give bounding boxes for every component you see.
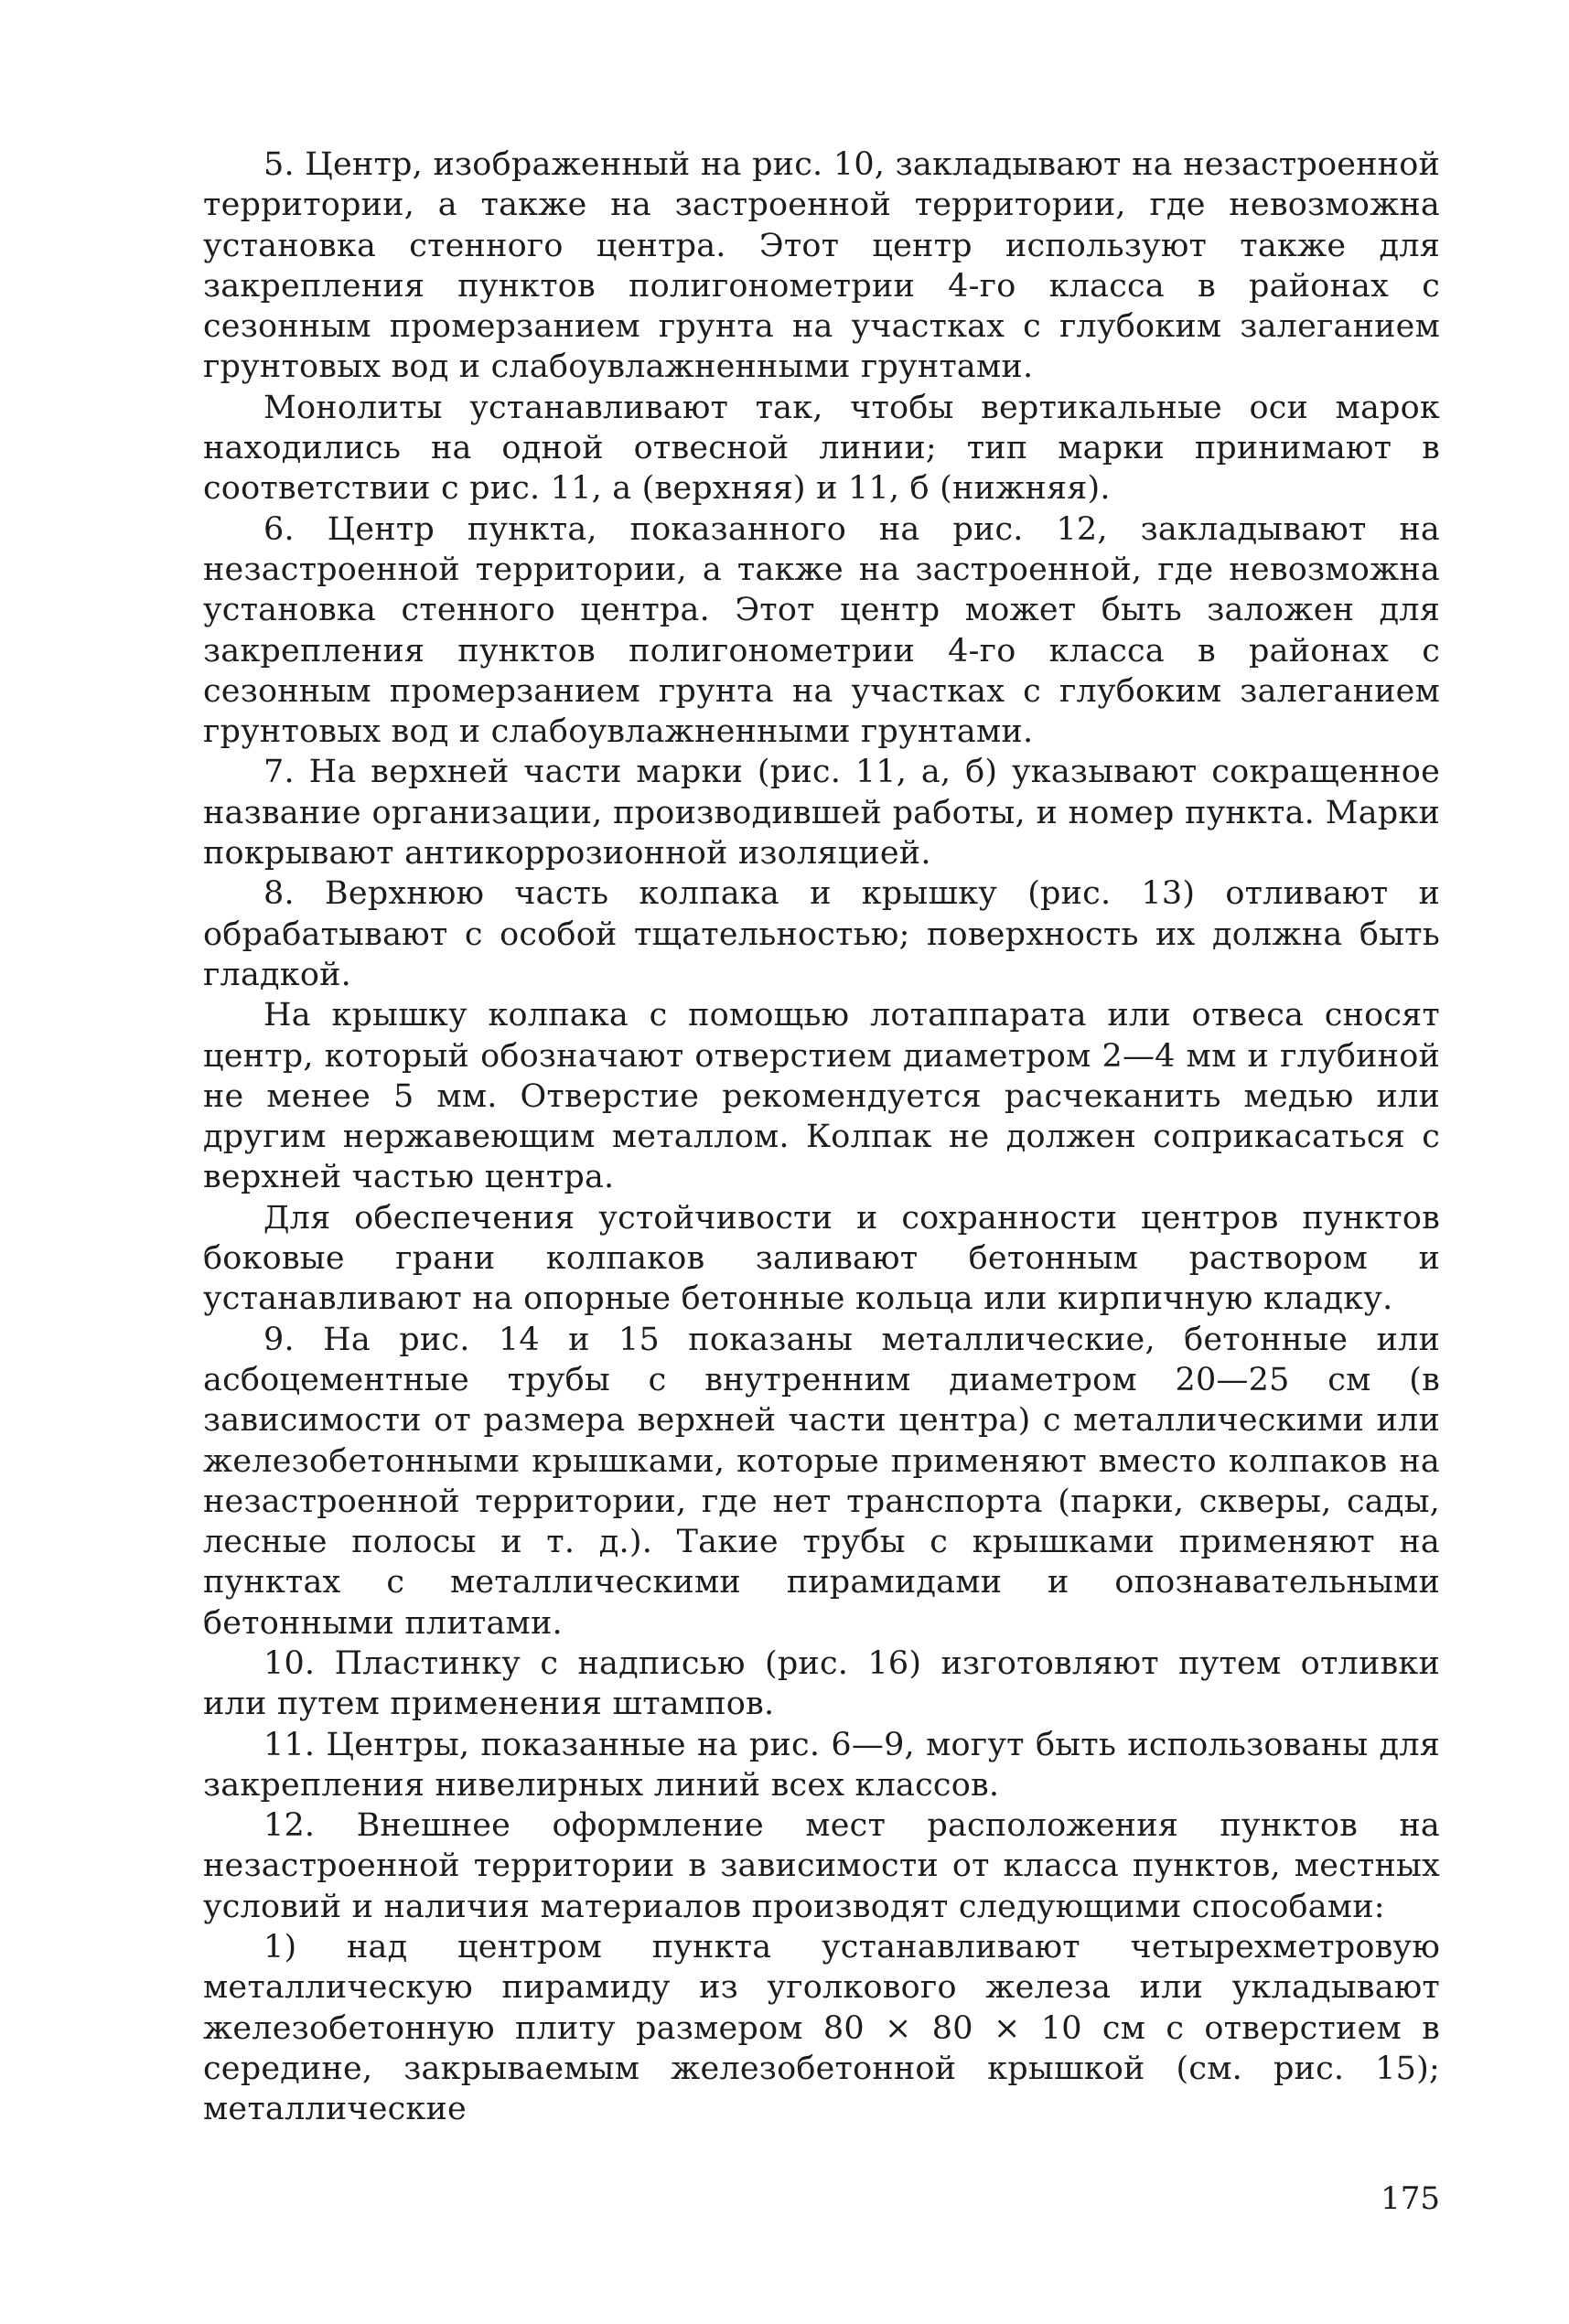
paragraph-8: 8. Верхнюю часть колпака и крышку (рис. 13) отливают и обрабатывают с особой тщательностью; поверхность их должна быть гладкой. xyxy=(203,875,1440,993)
page-body xyxy=(203,145,1440,2130)
paragraph-6: 6. Центр пункта, показанного на рис. 12, закладывают на незастроенной территории, а также на застроенной, где невозможна установка стенного центра. Этот центр может быть заложен для закрепления пунктов полигонометрии 4-го класса в районах с сезонным промерзанием грунта на участках с глубоким залеганием грунтовых вод и слабоувлажненными грунтами. xyxy=(203,510,1440,751)
paragraph-10: 10. Пластинку с надписью (рис. 16) изготовляют путем отливки или путем применения штампов. xyxy=(203,1644,1440,1723)
paragraph-5: 5. Центр, изображенный на рис. 10, закладывают на незастроенной территории, а также на застроенной территории, где невозможна установка стенного центра. Этот центр используют также для закрепления пунктов полигонометрии 4-го класса в районах с сезонным промерзанием грунта на участках с глубоким залеганием грунтовых вод и слабоувлажненными грунтами. xyxy=(203,146,1440,386)
paragraph-7: 7. На верхней части марки (рис. 11, а, б) указывают сокращенное название организации, производившей работы, и номер пункта. Марки покрывают антикоррозионной изоляцией. xyxy=(203,754,1440,873)
paragraph-cap-center: На крышку колпака с помощью лотаппарата или отвеса сносят центр, который обозначают отверстием диаметром 2—4 мм и глубиной не менее 5 мм. Отверстие рекомендуется расчеканить медью или другим нержавеющим металлом. Колпак не должен соприкасаться с верхней частью центра. xyxy=(203,997,1440,1196)
paragraph-12: 12. Внешнее оформление мест расположения пунктов на незастроенной территории в зависимости от класса пунктов, местных условий и наличия материалов производят следующими способами: xyxy=(203,1807,1440,1925)
paragraph-12-item-1: 1) над центром пункта устанавливают четырехметровую металлическую пирамиду из уголкового железа или укладывают железобетонную плиту размером 80 × 80 × 10 см с отверстием в середине, закрываемым железобетонной крышкой (см. рис. 15); металлические xyxy=(203,1929,1440,2128)
paragraph-9: 9. На рис. 14 и 15 показаны металлические, бетонные или асбоцементные трубы с внутренним диаметром 20—25 см (в зависимости от размера верхней части центра) с металлическими или железобетонными крышками, которые применяют вместо колпаков на незастроенной территории, где нет транспорта (парки, скверы, сады, лесные полосы и т. д.). Такие трубы с крышками применяют на пунктах с металлическими пирамидами и опознавательными бетонными плитами. xyxy=(203,1321,1440,1642)
page-number: 175 xyxy=(1381,2180,1440,2217)
paragraph-stability: Для обеспечения устойчивости и сохранности центров пунктов боковые грани колпаков заливают бетонным раствором и устанавливают на опорные бетонные кольца или кирпичную кладку. xyxy=(203,1199,1440,1318)
paragraph-monolith: Монолиты устанавливают так, чтобы вертикальные оси марок находились на одной отвесной линии; тип марки принимают в соответствии с рис. 11, а (верхняя) и 11, б (нижняя). xyxy=(203,389,1440,508)
paragraph-11: 11. Центры, показанные на рис. 6—9, могут быть использованы для закрепления нивелирных линий всех классов. xyxy=(203,1726,1440,1804)
